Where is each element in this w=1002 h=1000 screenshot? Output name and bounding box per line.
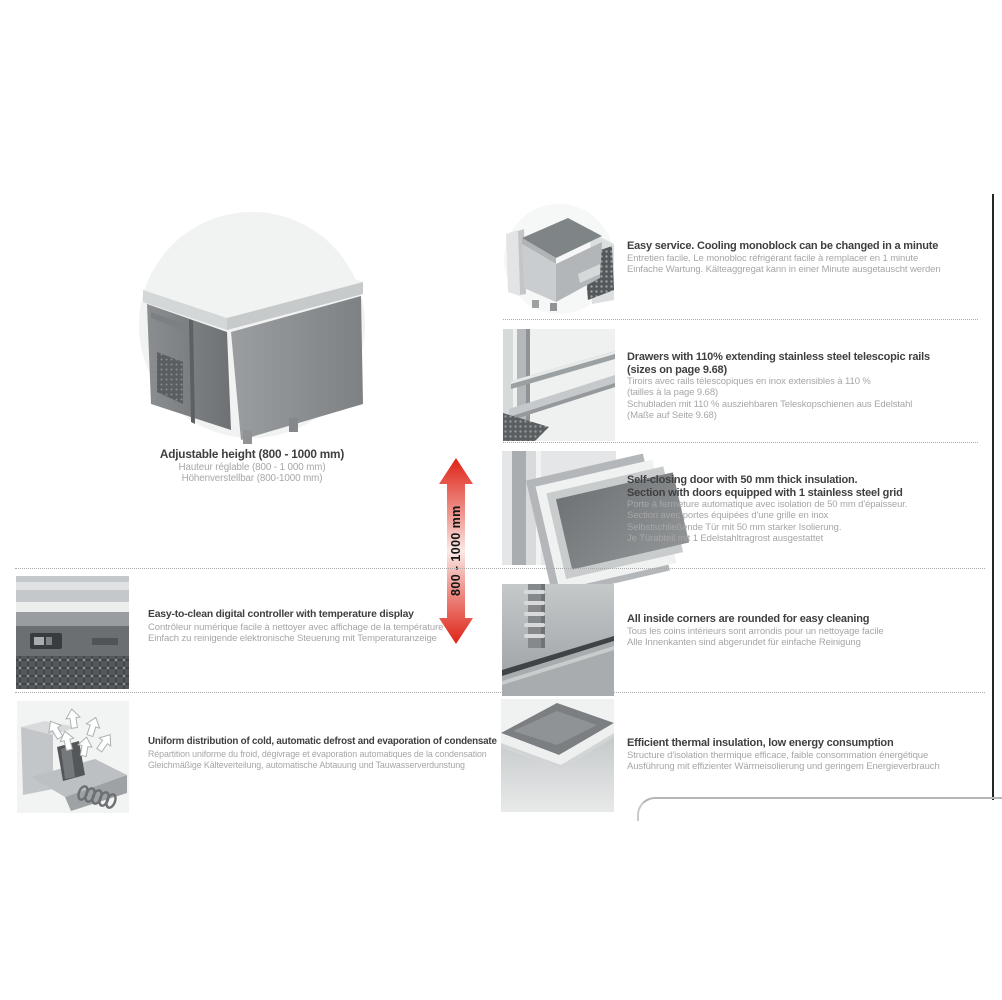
corners-illustration — [502, 584, 614, 696]
feature-corners — [627, 613, 884, 648]
divider — [503, 442, 978, 443]
cold-distribution-photo — [17, 701, 129, 813]
feature-line-de-2: (Maße auf Seite 9.68) — [627, 410, 717, 422]
counter-illustration — [139, 212, 365, 438]
feature-line-fr-2: Section avec portes équipées d'une grille en inox — [627, 510, 829, 522]
feature-line-de: Gleichmäßige Kälteverteilung, automatische Abtauung und Tauwasserverdunstung — [148, 759, 465, 770]
self-closing-door-photo — [502, 451, 616, 565]
feature-title-2: (sizes on page 9.68) — [627, 363, 727, 376]
monoblock-illustration — [504, 204, 614, 314]
feature-line-fr: Structure d'isolation thermique efficace, faible consommation énergétique — [627, 749, 929, 761]
feature-title: Self-closing door with 50 mm thick insulation. — [627, 474, 858, 486]
feature-line-de: Schubladen mit 110 % ausziehbaren Teleskopschienen aus Edelstahl — [627, 398, 913, 410]
caption-line-de: Höhenverstellbar (800-1000 mm) — [181, 473, 323, 484]
feature-distribution — [148, 736, 497, 771]
feature-title: Easy service. Cooling monoblock can be changed in a minute — [627, 240, 939, 252]
feature-line-fr: Entretien facile. Le monobloc réfrigérant facile à remplacer en 1 minute — [627, 252, 919, 264]
feature-line-de: Einfach zu reinigende elektronische Steuerung mit Temperaturanzeige — [148, 632, 437, 644]
divider — [503, 319, 978, 320]
door-illustration — [502, 451, 616, 565]
feature-line-fr: Tous les coins intérieurs sont arrondis pour un nettoyage facile — [627, 625, 884, 637]
feature-title: Uniform distribution of cold, automatic defrost and evaporation of condensate — [148, 736, 497, 747]
feature-easy-service — [627, 240, 941, 275]
digital-controller-photo — [16, 576, 129, 689]
feature-title: Easy-to-clean digital controller with temperature display — [148, 609, 414, 620]
feature-title: All inside corners are rounded for easy cleaning — [627, 613, 870, 625]
page-edge-rule — [992, 194, 994, 800]
feature-line-de: Ausführung mit effizienter Wärmeisolierung und geringem Energieverbrauch — [627, 760, 940, 772]
height-range-arrow — [439, 458, 473, 644]
divider — [15, 692, 985, 693]
feature-line-fr: Répartition uniforme du froid, dégivrage et évaporation automatiques de la condensation — [148, 748, 487, 759]
feature-line-fr-2: (tailles à la page 9.68) — [627, 387, 719, 399]
divider — [15, 568, 985, 569]
feature-line-de: Einfache Wartung. Kälteaggregat kann in einer Minute ausgetauscht werden — [627, 263, 941, 275]
defrost-illustration — [17, 701, 129, 813]
feature-line-de-2: Je Türabteil mit 1 Edelstahltragrost ausgestattet — [627, 533, 824, 545]
feature-door — [627, 474, 907, 544]
feature-line-de: Selbstschließende Tür mit 50 mm starker Isolierung. — [627, 521, 842, 533]
feature-line-fr: Tiroirs avec rails télescopiques en inox extensibles à 110 % — [627, 376, 871, 388]
feature-line-fr: Contrôleur numérique facile à nettoyer avec affichage de la température — [148, 621, 444, 633]
next-section-panel-corner — [637, 797, 1002, 821]
rounded-corners-photo — [502, 584, 614, 696]
rails-illustration — [503, 329, 615, 441]
thermal-insulation-photo — [501, 699, 614, 812]
caption-line-fr: Hauteur réglable (800 - 1 000 mm) — [178, 461, 326, 473]
feature-drawers — [627, 351, 930, 421]
feature-insulation — [627, 737, 940, 772]
adjustable-height-caption — [102, 448, 402, 485]
controller-illustration — [16, 576, 129, 689]
feature-line-de: Alle Innenkanten sind abgerundet für einfache Reinigung — [627, 636, 861, 648]
feature-title: Efficient thermal insulation, low energy consumption — [627, 737, 894, 749]
feature-controller — [148, 609, 443, 644]
cooling-monoblock-photo — [504, 204, 614, 314]
feature-title-2: Section with doors equipped with 1 stainless steel grid — [627, 486, 903, 499]
caption-line-en: Adjustable height (800 - 1000 mm) — [159, 447, 345, 461]
height-range-label: 800 - 1000 mm — [449, 505, 463, 597]
feature-title: Drawers with 110% extending stainless steel telescopic rails — [627, 351, 930, 363]
telescopic-rails-photo — [503, 329, 615, 441]
insulation-illustration — [501, 699, 614, 812]
feature-line-fr: Porte à fermeture automatique avec isolation de 50 mm d'épaisseur. — [627, 499, 908, 511]
